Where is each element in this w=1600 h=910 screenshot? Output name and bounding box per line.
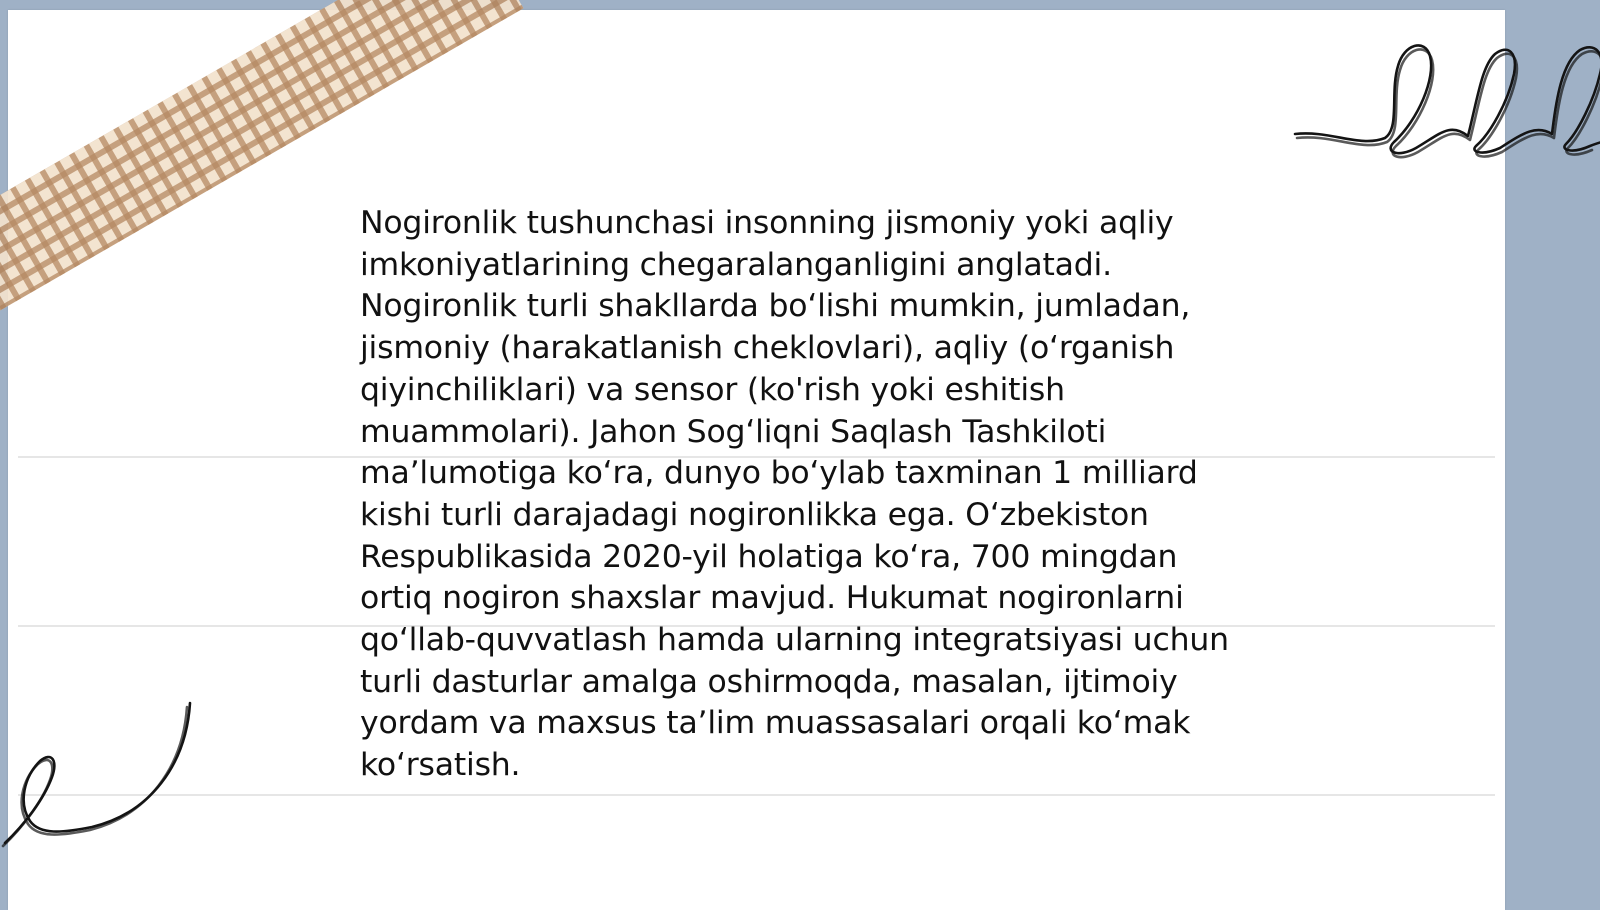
ruled-line (18, 794, 1495, 796)
body-paragraph: Nogironlik tushunchasi insonning jismoniy yoki aqliy imkoniyatlarining chegaralanganligini anglatadi. Nogironlik turli shakllarda bo‘lishi mumkin, jumladan, jismoniy (harakatlanish cheklovlari), aqliy (o‘rganish qiyinchiliklari) va sensor (ko'rish yoki eshitish muammolari). Jahon Sog‘liqni Saqlash Tashkiloti ma’lumotiga ko‘ra, dunyo bo‘ylab taxminan 1 milliard kishi turli darajadagi nogironlikka ega. O‘zbekiston Respublikasida 2020-yil holatiga ko‘ra, 700 mingdan ortiq nogiron shaxslar mavjud. Hukumat nogironlarni qo‘llab-quvvatlash hamda ularning integratsiyasi uchun turli dasturlar amalga oshirmoqda, masalan, ijtimoiy yordam va maxsus ta’lim muassasalari orqali ko‘mak ko‘rsatish. (360, 205, 1229, 784)
curl-scribble-icon (0, 695, 200, 855)
loopy-scribble-icon (1290, 30, 1600, 170)
